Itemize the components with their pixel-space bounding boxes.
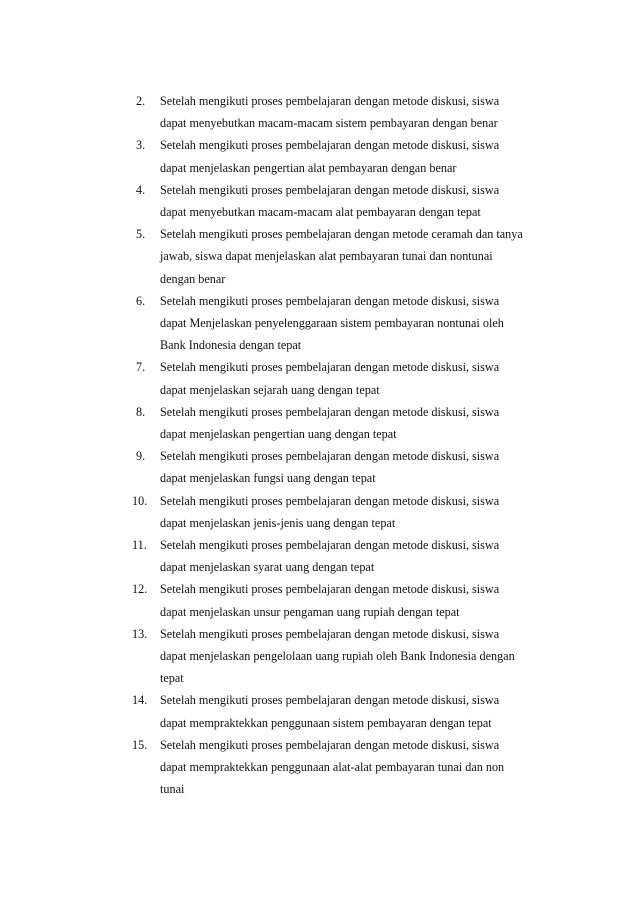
list-item-number: 8. — [136, 404, 146, 419]
list-item — [132, 734, 556, 801]
list-item-number: 2. — [136, 94, 146, 108]
list-item-line: Setelah mengikuti proses pembelajaran dengan metode diskusi, siswa — [160, 360, 500, 375]
list-item — [132, 689, 556, 733]
list-item-line: dapat Menjelaskan penyelenggaraan sistem pembayaran nontunai oleh — [160, 316, 504, 331]
list-item-line: dapat menjelaskan pengertian uang dengan tepat — [160, 427, 397, 442]
list-item-line: Setelah mengikuti proses pembelajaran dengan metode diskusi, siswa — [160, 582, 500, 597]
list-item — [136, 356, 556, 400]
list-item-line: dapat menjelaskan fungsi uang dengan tepat — [160, 471, 376, 486]
list-item — [136, 134, 556, 178]
list-item — [136, 445, 556, 489]
list-item-number: 5. — [136, 227, 146, 242]
list-item-number: 3. — [136, 138, 146, 153]
list-item-line: Setelah mengikuti proses pembelajaran dengan metode diskusi, siswa — [160, 449, 500, 464]
list-item-number: 11. — [132, 538, 147, 553]
list-item-number: 6. — [136, 293, 146, 308]
list-item-line: Setelah mengikuti proses pembelajaran dengan metode diskusi, siswa — [160, 182, 500, 197]
list-item-number: 4. — [136, 182, 146, 197]
list-item-line: tunai — [160, 782, 185, 797]
list-item — [132, 623, 556, 690]
list-item-line: dapat menjelaskan pengelolaan uang rupiah oleh Bank Indonesia dengan — [160, 649, 515, 664]
list-item-line: dapat menjelaskan pengertian alat pembayaran dengan benar — [160, 160, 457, 175]
list-item-line: Setelah mengikuti proses pembelajaran dengan metode diskusi, siswa — [160, 493, 500, 508]
list-item-number: 12. — [132, 582, 148, 597]
list-item-line: dengan benar — [160, 271, 226, 286]
list-item — [136, 90, 556, 134]
list-item-number: 9. — [136, 449, 146, 464]
list-item-line: dapat menyebutkan macam-macam alat pembayaran dengan tepat — [160, 205, 481, 220]
list-item-line: Setelah mengikuti proses pembelajaran dengan metode diskusi, siswa — [160, 737, 500, 752]
list-item-number: 15. — [132, 737, 148, 752]
list-item-line: Setelah mengikuti proses pembelajaran dengan metode diskusi, siswa — [160, 293, 500, 308]
list-item-line: dapat menjelaskan syarat uang dengan tepat — [160, 560, 375, 575]
list-item-line: dapat menyebutkan macam-macam sistem pembayaran dengan benar — [160, 116, 498, 131]
list-item-line: Setelah mengikuti proses pembelajaran dengan metode ceramah dan tanya — [160, 227, 523, 242]
list-item — [132, 534, 556, 578]
list-item-line: dapat menjelaskan unsur pengaman uang rupiah dengan tepat — [160, 604, 460, 619]
list-item-line: dapat mempraktekkan penggunaan alat-alat pembayaran tunai dan non — [160, 760, 505, 775]
learning-objectives-list — [132, 90, 556, 801]
list-item-line: dapat mempraktekkan penggunaan sistem pembayaran dengan tepat — [160, 715, 492, 730]
list-item-line: dapat menjelaskan sejarah uang dengan tepat — [160, 382, 380, 397]
list-item — [136, 401, 556, 445]
list-item-line: Setelah mengikuti proses pembelajaran dengan metode diskusi, siswa — [160, 538, 500, 553]
list-item — [136, 290, 556, 357]
list-item — [136, 223, 556, 290]
list-item-line: Setelah mengikuti proses pembelajaran dengan metode diskusi, siswa — [160, 138, 500, 153]
list-item — [136, 179, 556, 223]
list-item-line: Setelah mengikuti proses pembelajaran dengan metode diskusi, siswa — [160, 693, 500, 708]
list-item — [132, 490, 556, 534]
list-item — [132, 578, 556, 622]
list-item-line: dapat menjelaskan jenis-jenis uang dengan tepat — [160, 515, 396, 530]
list-item-number: 13. — [132, 626, 148, 641]
list-item-line: Bank Indonesia dengan tepat — [160, 338, 302, 353]
list-item-line: Setelah mengikuti proses pembelajaran dengan metode diskusi, siswa — [160, 626, 500, 641]
list-item-number: 14. — [132, 693, 148, 708]
list-item-number: 7. — [136, 360, 146, 375]
list-item-number: 10. — [132, 493, 148, 508]
list-item-line: tepat — [160, 671, 184, 686]
list-item-line: jawab, siswa dapat menjelaskan alat pembayaran tunai dan nontunai — [160, 249, 493, 264]
list-item-line: Setelah mengikuti proses pembelajaran dengan metode diskusi, siswa — [160, 404, 500, 419]
list-item-line: Setelah mengikuti proses pembelajaran dengan metode diskusi, siswa — [160, 94, 500, 108]
